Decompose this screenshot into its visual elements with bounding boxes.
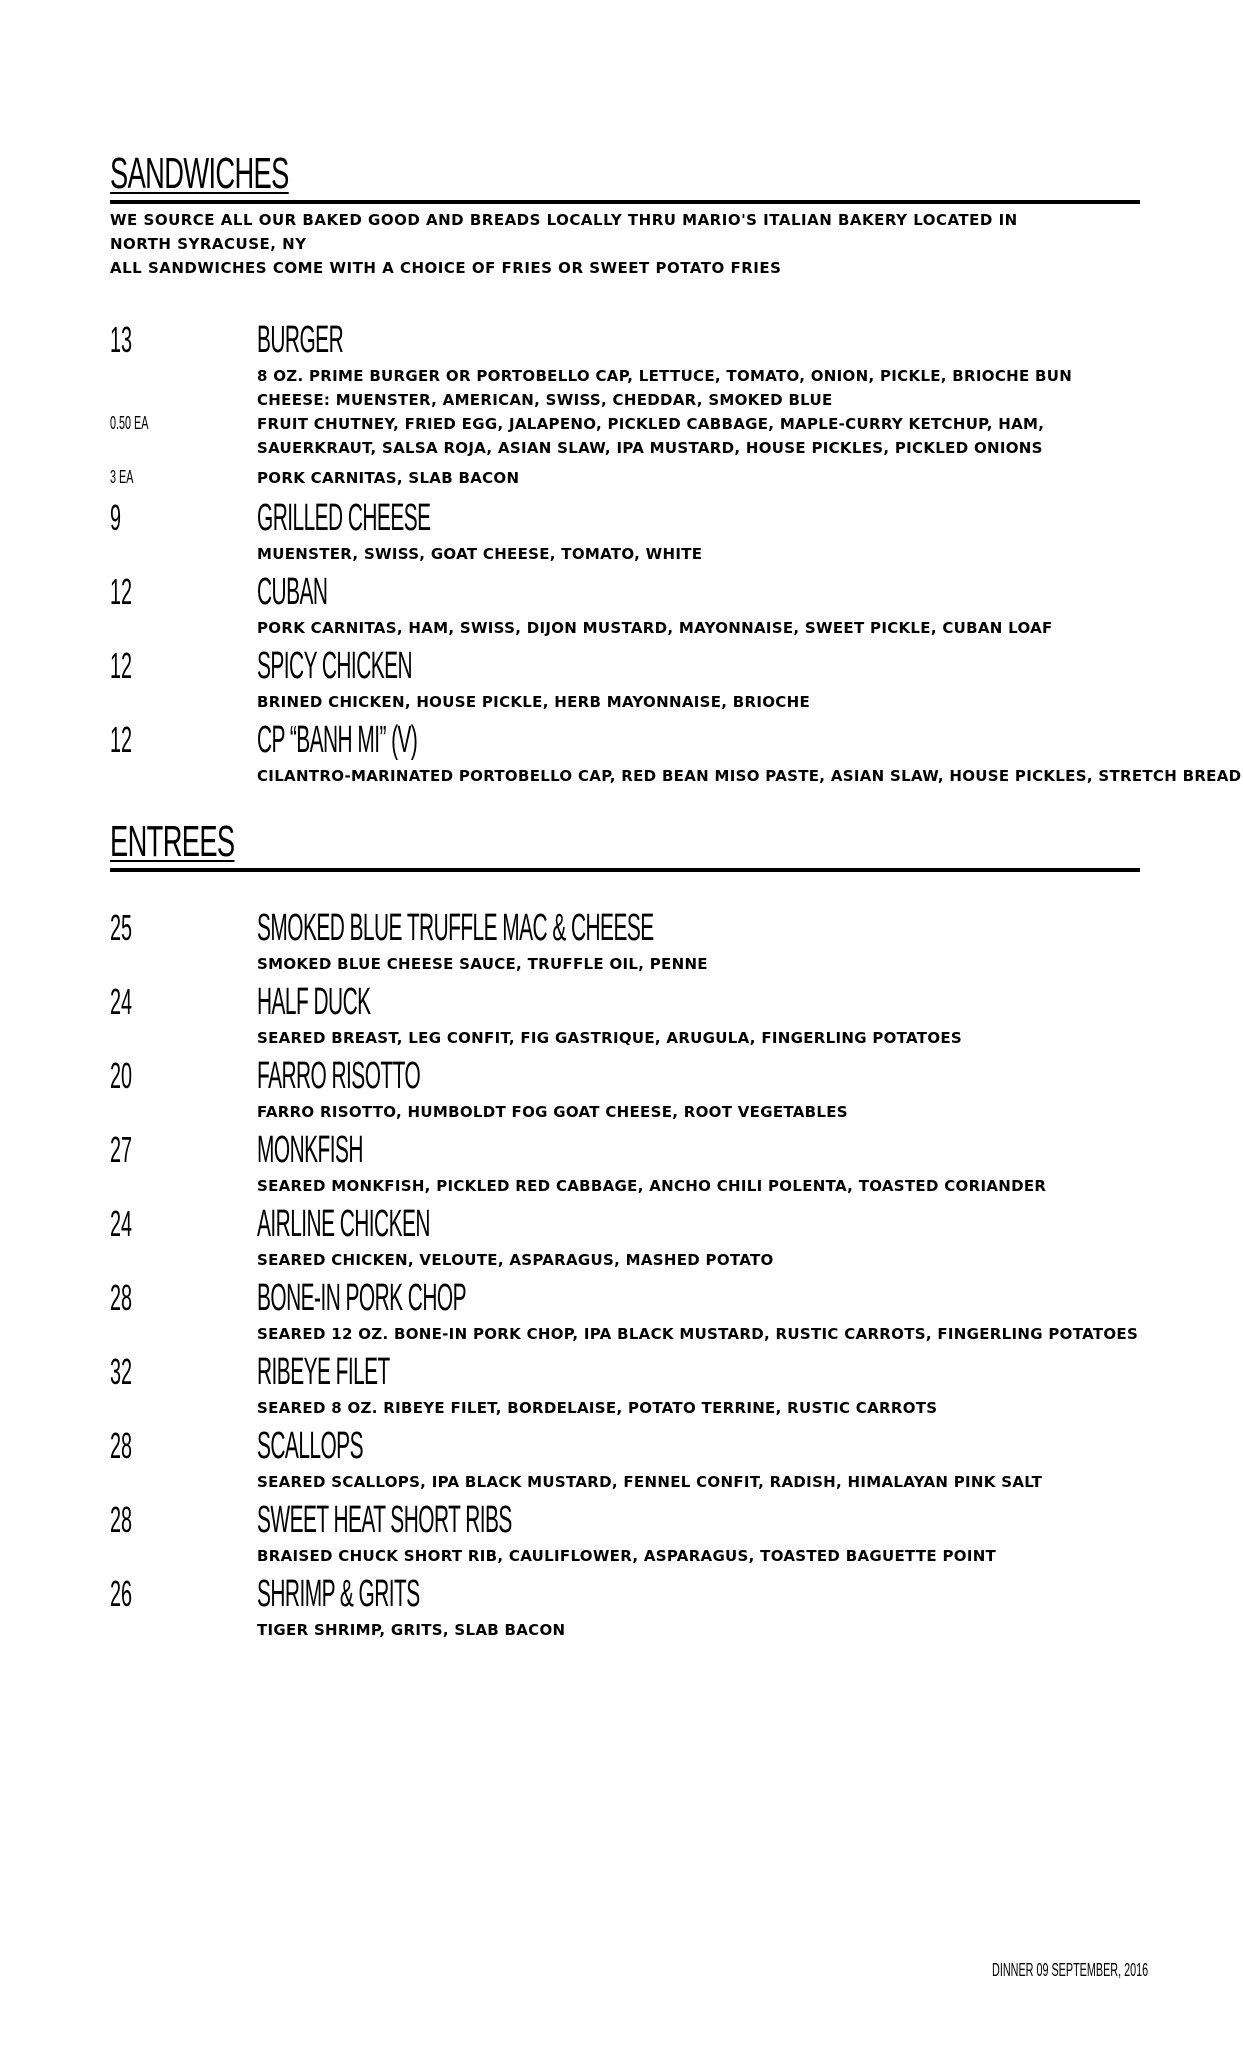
item-price: 26 — [110, 1573, 133, 1614]
item-name: SHRIMP & GRITS — [257, 1573, 420, 1615]
sandwiches-intro — [110, 208, 1018, 280]
item-price: 27 — [110, 1129, 133, 1170]
item-description: SEARED CHICKEN, VELOUTE, ASPARAGUS, MASHED POTATO — [257, 1251, 774, 1269]
item-description: TIGER SHRIMP, GRITS, SLAB BACON — [257, 1621, 566, 1639]
sandwiches-section — [110, 149, 1140, 277]
item-price: 24 — [110, 981, 133, 1022]
item-description: SEARED 12 OZ. BONE-IN PORK CHOP, IPA BLACK MUSTARD, RUSTIC CARROTS, FINGERLING POTATOES — [257, 1325, 1139, 1343]
sandwiches-title: SANDWICHES — [110, 149, 289, 198]
menu-date-footer: DINNER 09 SEPTEMBER, 2016 — [991, 1960, 1148, 1980]
addon-description: PORK CARNITAS, SLAB BACON — [257, 469, 520, 487]
item-description: CHEESE: MUENSTER, AMERICAN, SWISS, CHEDDAR, SMOKED BLUE — [257, 391, 833, 409]
intro-line: ALL SANDWICHES COME WITH A CHOICE OF FRIES OR SWEET POTATO FRIES — [110, 259, 782, 277]
entrees-section — [110, 818, 1140, 866]
item-description: PORK CARNITAS, HAM, SWISS, DIJON MUSTARD, MAYONNAISE, SWEET PICKLE, CUBAN LOAF — [257, 619, 1053, 637]
item-price: 28 — [110, 1499, 133, 1540]
item-name: CP “BANH MI” (V) — [257, 719, 418, 761]
item-description: SEARED MONKFISH, PICKLED RED CABBAGE, ANCHO CHILI POLENTA, TOASTED CORIANDER — [257, 1177, 1047, 1195]
item-description: BRAISED CHUCK SHORT RIB, CAULIFLOWER, ASPARAGUS, TOASTED BAGUETTE POINT — [257, 1547, 997, 1565]
addon-description: FRUIT CHUTNEY, FRIED EGG, JALAPENO, PICKLED CABBAGE, MAPLE-CURRY KETCHUP, HAM, SAUERKRAUT, SALSA ROJA, ASIAN SLAW, IPA MUSTARD, HOUSE PICKLES, PICKLED ONIONS — [257, 415, 1045, 457]
entrees-rule — [110, 868, 1140, 872]
item-name: BONE-IN PORK CHOP — [257, 1277, 466, 1319]
addon-price: 3 EA — [110, 467, 134, 487]
item-name: SCALLOPS — [257, 1425, 363, 1467]
item-description: SEARED SCALLOPS, IPA BLACK MUSTARD, FENNEL CONFIT, RADISH, HIMALAYAN PINK SALT — [257, 1473, 1043, 1491]
item-name: SPICY CHICKEN — [257, 645, 413, 687]
item-price: 12 — [110, 719, 133, 760]
item-name: RIBEYE FILET — [257, 1351, 390, 1393]
item-name: MONKFISH — [257, 1129, 363, 1171]
item-description: SMOKED BLUE CHEESE SAUCE, TRUFFLE OIL, PENNE — [257, 955, 708, 973]
item-name: HALF DUCK — [257, 981, 371, 1023]
item-price: 12 — [110, 645, 133, 686]
item-name: CUBAN — [257, 571, 328, 613]
intro-line: WE SOURCE ALL OUR BAKED GOOD AND BREADS LOCALLY THRU MARIO'S ITALIAN BAKERY LOCATED IN — [110, 211, 1018, 229]
item-price: 24 — [110, 1203, 133, 1244]
item-description: CILANTRO-MARINATED PORTOBELLO CAP, RED BEAN MISO PASTE, ASIAN SLAW, HOUSE PICKLES, STRETCH BREAD — [257, 767, 1242, 785]
item-name: BURGER — [257, 319, 344, 361]
item-price: 9 — [110, 497, 122, 538]
item-description: BRINED CHICKEN, HOUSE PICKLE, HERB MAYONNAISE, BRIOCHE — [257, 693, 810, 711]
entrees-title: ENTREES — [110, 817, 235, 866]
item-name: GRILLED CHEESE — [257, 497, 431, 539]
addon-price: 0.50 EA — [110, 413, 149, 433]
item-description: SEARED BREAST, LEG CONFIT, FIG GASTRIQUE, ARUGULA, FINGERLING POTATOES — [257, 1029, 963, 1047]
sandwiches-rule — [110, 200, 1140, 204]
item-name: FARRO RISOTTO — [257, 1055, 421, 1097]
item-price: 13 — [110, 319, 133, 360]
item-name: AIRLINE CHICKEN — [257, 1203, 430, 1245]
item-name: SWEET HEAT SHORT RIBS — [257, 1499, 512, 1541]
item-price: 32 — [110, 1351, 133, 1392]
intro-line: NORTH SYRACUSE, NY — [110, 235, 307, 253]
item-price: 28 — [110, 1425, 133, 1466]
item-description: SEARED 8 OZ. RIBEYE FILET, BORDELAISE, POTATO TERRINE, RUSTIC CARROTS — [257, 1399, 938, 1417]
item-description: 8 OZ. PRIME BURGER OR PORTOBELLO CAP, LETTUCE, TOMATO, ONION, PICKLE, BRIOCHE BUN — [257, 367, 1073, 385]
item-description: FARRO RISOTTO, HUMBOLDT FOG GOAT CHEESE, ROOT VEGETABLES — [257, 1103, 848, 1121]
item-price: 20 — [110, 1055, 133, 1096]
item-price: 25 — [110, 907, 133, 948]
item-description: MUENSTER, SWISS, GOAT CHEESE, TOMATO, WHITE — [257, 545, 703, 563]
item-price: 12 — [110, 571, 133, 612]
item-name: SMOKED BLUE TRUFFLE MAC & CHEESE — [257, 907, 654, 949]
item-price: 28 — [110, 1277, 133, 1318]
